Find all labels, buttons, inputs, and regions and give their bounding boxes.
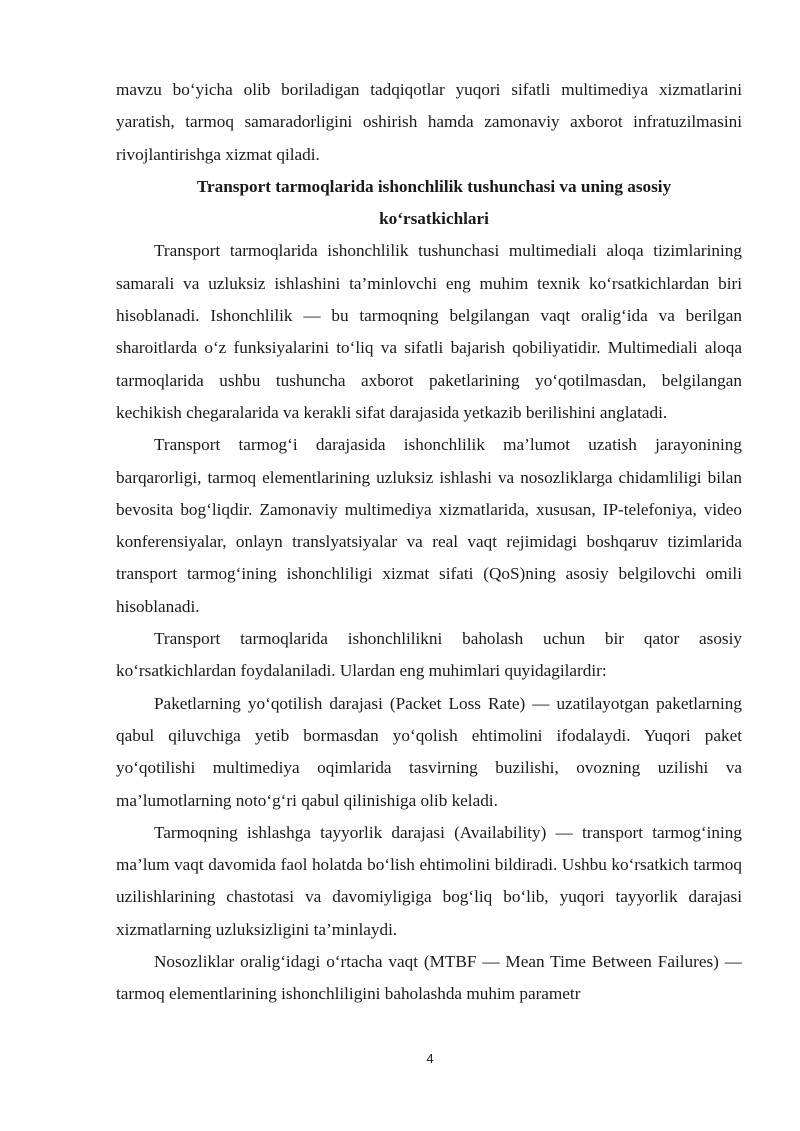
section-heading-line-2: ko‘rsatkichlari — [379, 209, 489, 229]
paragraph-packet-loss: Paketlarning yo‘qotilish darajasi (Packet Loss Rate) — uzatilayotgan paketlarning qabul qiluvchiga yetib bormasdan yo‘qolish ehtimolini ifodalaydi. Yuqori paket yo‘qotilishi multimediya oqimlarida tasvirning buzilishi, ovozning uzilishi va ma’lumotlarning noto‘g‘ri qabul qilinishiga olib keladi. — [116, 693, 742, 810]
document-body — [116, 74, 742, 1011]
section-heading — [116, 171, 742, 236]
page-number: 4 — [426, 1051, 434, 1066]
paragraph-availability: Tarmoqning ishlashga tayyorlik darajasi (Availability) — transport tarmog‘ining ma’lum vaqt davomida faol holatda bo‘lish ehtimolini bildiradi. Ushbu ko‘rsatkich tarmoq uzilishlarining chastotasi va davomiyligiga bog‘liq bo‘lib, yuqori tayyorlik darajasi xizmatlarning uzluksizligini ta’minlaydi. — [116, 822, 742, 939]
paragraph-intro-continuation: mavzu bo‘yicha olib boriladigan tadqiqotlar yuqori sifatli multimediya xizmatlarini yaratish, tarmoq samaradorligini oshirish hamda zamonaviy axborot infratuzilmasini rivojlantirishga xizmat qiladi. — [116, 80, 742, 164]
section-heading-line-1: Transport tarmoqlarida ishonchlilik tushunchasi va uning asosiy — [196, 176, 672, 196]
paragraph-transport-reliability: Transport tarmog‘i darajasida ishonchlilik ma’lumot uzatish jarayonining barqarorligi, tarmoq elementlarining uzluksiz ishlashi va nosozliklarga chidamliligi bilan bevosita bog‘liqdir. Zamonaviy multimediya xizmatlarida, xususan, IP-telefoniya, video konferensiyalar, onlayn translyatsiyalar va real vaqt rejimidagi boshqaruv tizimlarida transport tarmog‘ining ishonchliligi xizmat sifati (QoS)ning asosiy belgilovchi omili hisoblanadi. — [116, 435, 742, 616]
paragraph-indicators-intro: Transport tarmoqlarida ishonchlilikni baholash uchun bir qator asosiy ko‘rsatkichlardan foydalaniladi. Ulardan eng muhimlari quyidagilardir: — [116, 629, 742, 681]
paragraph-reliability-definition: Transport tarmoqlarida ishonchlilik tushunchasi multimediali aloqa tizimlarining samarali va uzluksiz ishlashini ta’minlovchi eng muhim texnik ko‘rsatkichlardan biri hisoblanadi. Ishonchlilik — bu tarmoqning belgilangan vaqt oralig‘ida va berilgan sharoitlarda o‘z funksiyalarini to‘liq va sifatli bajarish qobiliyatidir. Multimediali aloqa tarmoqlarida ushbu tushuncha axborot paketlarining yo‘qotilmasdan, belgilangan kechikish chegaralarida va kerakli sifat darajasida yetkazib berilishini anglatadi. — [116, 241, 742, 422]
paragraph-mtbf: Nosozliklar oralig‘idagi o‘rtacha vaqt (MTBF — Mean Time Between Failures) — tarmoq elementlarining ishonchliligini baholashda muhim parametr — [116, 952, 742, 1004]
